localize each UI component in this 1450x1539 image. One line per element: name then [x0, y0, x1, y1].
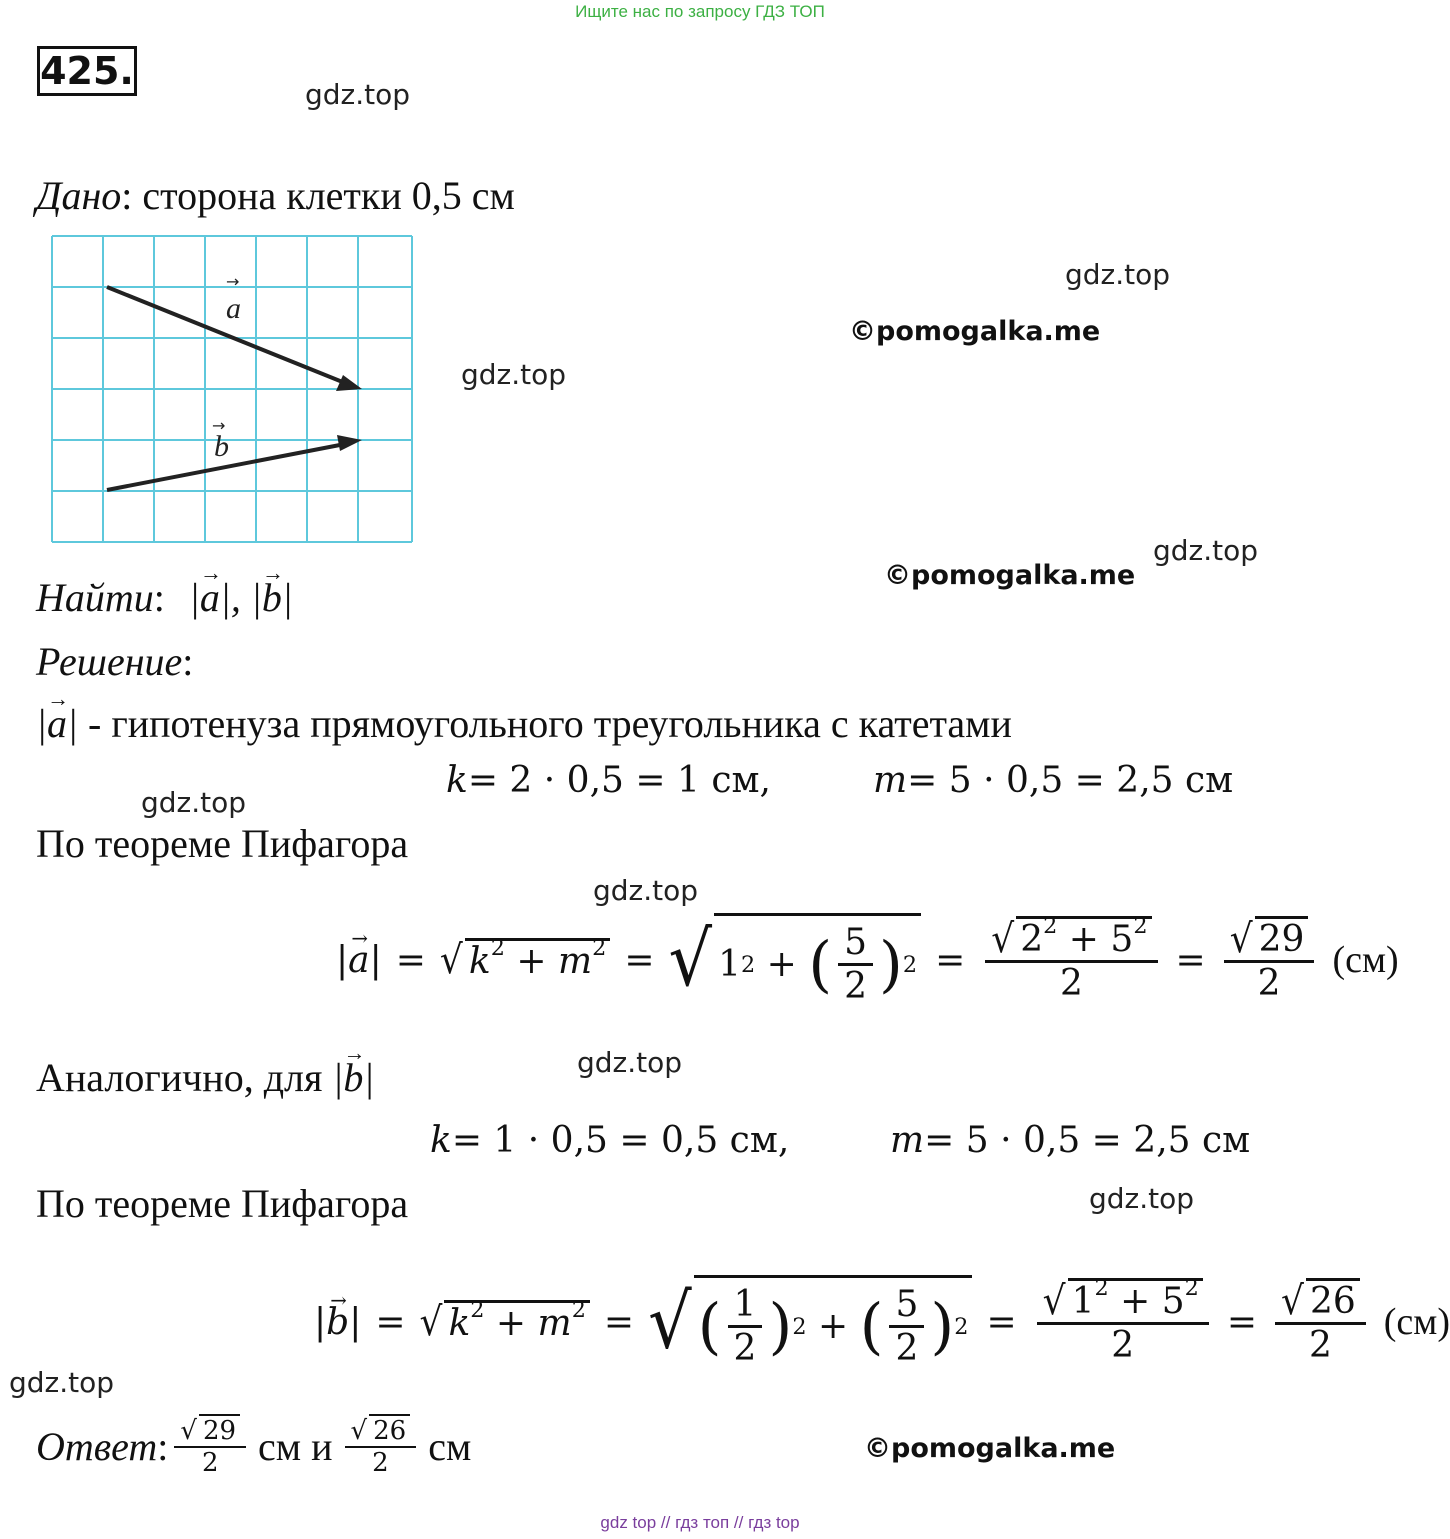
watermark-gdz: gdz.top: [593, 874, 699, 907]
formula-a: |a →| = √ $k^2 + m^2$ = √ 1 2 + ( $\frac{5}{2}$ ) 2 = $\frac{√ 2^2 + 5^2}{2}$ = $\frac{√ 29}{2}$ (см): [336, 900, 1399, 1020]
watermark-gdz: gdz.top: [141, 786, 247, 819]
abs-vector-b: b →: [262, 574, 282, 621]
top-banner[interactable]: Ищите нас по запросу ГДЗ ТОП: [575, 2, 825, 21]
watermark-gdz: gdz.top: [1089, 1182, 1195, 1215]
formula-b: |b →| = √ $k^2 + m^2$ = √ ( $\frac{1}{2}$ ) 2 + ( $\frac{5}{2}$ ) 2 = $\frac{√ 1^2 + 5^2}{2}$ = $\frac{√ 26}{2}$ (см): [314, 1262, 1450, 1382]
vector-b-arrow-mark: →: [212, 416, 226, 435]
given-text: : сторона клетки 0,5 см: [121, 173, 515, 218]
watermark-copyright: ©pomogalka.me: [884, 560, 1136, 591]
legs-a-k: k = 2 · 0,5 = 1 см,: [446, 760, 771, 801]
hypotenuse-line: |a →| - гипотенуза прямоугольного треугольника с катетами: [36, 700, 1012, 747]
find-label: Найти: [36, 575, 154, 620]
legs-a-m: m = 5 · 0,5 = 2,5 см: [873, 760, 1234, 801]
pythagoras-text-1: По теореме Пифагора: [36, 821, 409, 866]
vector-b-label: b: [214, 430, 229, 463]
legs-b-m: m = 5 · 0,5 = 2,5 см: [890, 1120, 1251, 1161]
answer-line: Ответ : $\frac{√ 29}{2}$ см и $\frac{√ 26}{2}$ см: [36, 1416, 472, 1478]
pythagoras-text-2: По теореме Пифагора: [36, 1181, 409, 1226]
given-label: Дано: [36, 173, 122, 218]
watermark-gdz: gdz.top: [305, 78, 411, 111]
legs-b-k: k = 1 · 0,5 = 0,5 см,: [430, 1120, 790, 1161]
watermark-gdz: gdz.top: [577, 1046, 683, 1079]
watermark-gdz: gdz.top: [9, 1366, 115, 1399]
hypotenuse-text: - гипотенуза прямоугольного треугольника с катетами: [78, 701, 1012, 746]
find-line: Найти: |a →|, |b →|: [36, 574, 293, 621]
given-line: [36, 172, 515, 219]
vector-grid-figure: [40, 228, 424, 550]
task-number: 425.: [37, 46, 137, 96]
vector-a-label: a: [226, 292, 241, 325]
watermark-gdz: gdz.top: [1153, 534, 1259, 567]
footer-links[interactable]: gdz top // гдз топ // гдз top: [600, 1513, 800, 1532]
watermark-gdz: gdz.top: [1065, 258, 1171, 291]
watermark-copyright: ©pomogalka.me: [864, 1433, 1116, 1464]
vector-a-arrow-mark: →: [226, 272, 240, 291]
abs-vector-a: a →: [200, 574, 220, 621]
analog-line: Аналогично, для |b →|: [36, 1054, 374, 1101]
watermark-gdz: gdz.top: [461, 358, 567, 391]
watermark-copyright: ©pomogalka.me: [849, 316, 1101, 347]
solution-heading: Решение:: [36, 639, 194, 684]
